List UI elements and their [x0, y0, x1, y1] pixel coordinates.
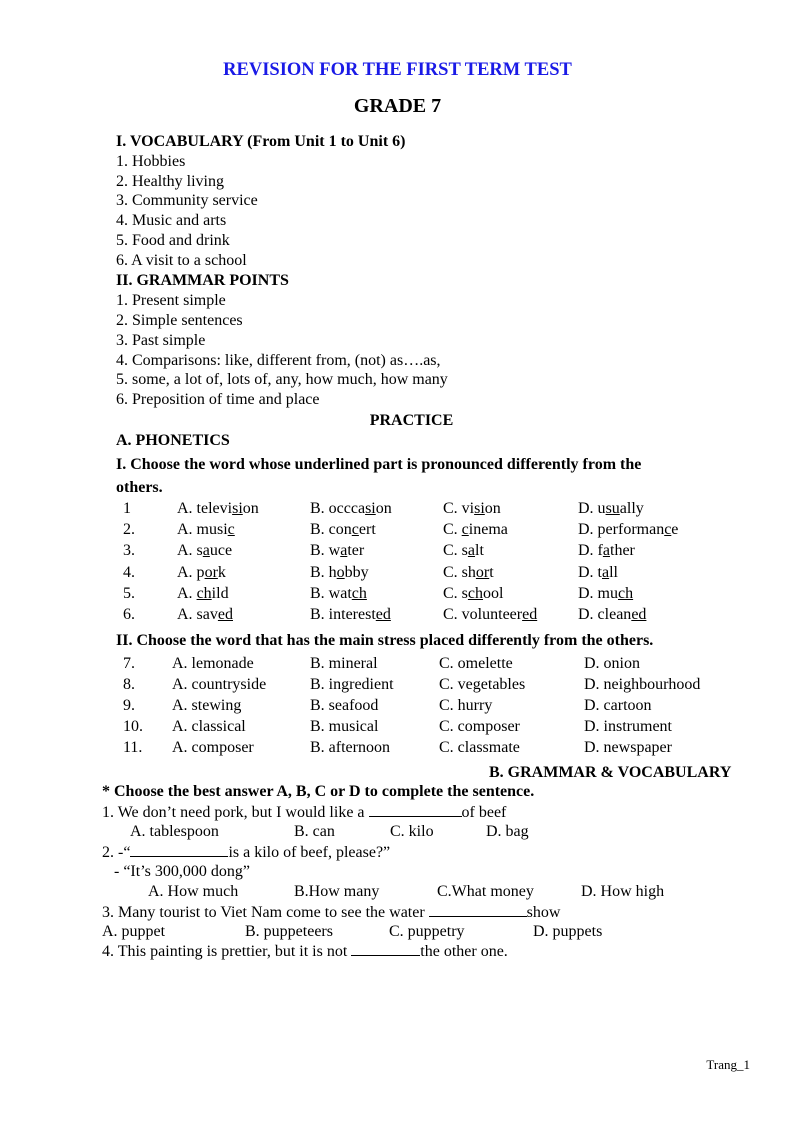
word-part: A. s — [177, 542, 203, 559]
underlined-part: or — [475, 564, 490, 581]
vocab-item: 2. Healthy living — [116, 173, 224, 190]
underlined-part: a — [340, 542, 348, 559]
underlined-part: a — [602, 564, 610, 581]
word-part: B. interest — [310, 606, 376, 623]
document-title: REVISION FOR THE FIRST TERM TEST — [223, 60, 572, 80]
word-part: ally — [619, 500, 644, 517]
q1-option-c: C. kilo — [390, 823, 434, 840]
word-part: D. t — [578, 564, 602, 581]
vocab-item: 6. A visit to a school — [116, 252, 247, 269]
option-a: A. lemonade — [172, 655, 254, 672]
question-text: show — [526, 904, 561, 921]
question-number: 3. — [123, 542, 135, 559]
underlined-part: o — [336, 564, 345, 581]
word-part: A. — [177, 585, 197, 602]
vocab-item: 1. Hobbies — [116, 153, 186, 170]
word-part: C. sh — [443, 564, 476, 581]
option-d: D. cartoon — [584, 697, 652, 714]
option-b — [310, 584, 367, 604]
underlined-part: a — [602, 542, 610, 559]
underlined-part: a — [202, 542, 210, 559]
option-c — [443, 541, 484, 561]
word-part: A. televi — [177, 500, 233, 517]
practice-heading: PRACTICE — [369, 412, 454, 429]
word-part: ert — [358, 521, 376, 538]
phonetics-heading: A. PHONETICS — [116, 432, 230, 449]
option-b — [310, 541, 364, 561]
underlined-part: ch — [196, 585, 212, 602]
question-text: 4. This painting is prettier, but it is not — [102, 943, 352, 960]
question-text: of beef — [461, 804, 507, 821]
vocab-item: 3. Community service — [116, 192, 258, 209]
word-part: D. clean — [578, 606, 632, 623]
word-part: C. volunteer — [443, 606, 523, 623]
question-number: 6. — [123, 606, 135, 623]
option-a: A. stewing — [172, 697, 242, 714]
question-3 — [102, 902, 560, 923]
word-part: C. vi — [443, 500, 475, 517]
option-d — [578, 541, 635, 561]
question-number: 9. — [123, 697, 135, 714]
page-number: Trang_1 — [706, 1057, 750, 1072]
underlined-part: c — [227, 521, 235, 538]
option-a — [177, 499, 259, 519]
option-b: B. musical — [310, 718, 379, 735]
word-part: t — [489, 564, 494, 581]
underlined-part: ch — [467, 585, 484, 602]
underlined-part: c — [461, 521, 469, 538]
question-number: 7. — [123, 655, 135, 672]
answer-blank — [429, 902, 527, 917]
option-c — [443, 520, 508, 540]
grammar-item: 2. Simple sentences — [116, 312, 243, 329]
word-part: D. performan — [578, 521, 665, 538]
underlined-part: c — [664, 521, 672, 538]
question-number: 1 — [123, 500, 131, 517]
question-number: 2. — [123, 521, 135, 538]
underlined-part: or — [204, 564, 218, 581]
option-d: D. newspaper — [584, 739, 672, 756]
option-c: C. omelette — [439, 655, 513, 672]
q3-option-d: D. puppets — [533, 923, 603, 940]
question-text: 3. Many tourist to Viet Nam come to see the water — [102, 904, 429, 921]
word-part: ther — [610, 542, 635, 559]
question-1 — [102, 802, 506, 823]
underlined-part: si — [474, 500, 485, 517]
word-part: A. sav — [177, 606, 218, 623]
word-part: B. wat — [310, 585, 352, 602]
option-d — [578, 520, 678, 540]
phonetics-instruction: I. Choose the word whose underlined part is pronounced differently from the — [116, 456, 642, 473]
grammar-item: 6. Preposition of time and place — [116, 391, 320, 408]
question-text: 2. -“ — [102, 844, 131, 861]
grammar-vocab-instruction: * Choose the best answer A, B, C or D to complete the sentence. — [102, 783, 535, 800]
word-part: e — [671, 521, 679, 538]
word-part: D. mu — [578, 585, 618, 602]
option-d — [578, 605, 646, 625]
word-part: lt — [475, 542, 484, 559]
option-a: A. countryside — [172, 676, 267, 693]
grammar-item: 1. Present simple — [116, 292, 226, 309]
option-c: C. classmate — [439, 739, 520, 756]
question-text: is a kilo of beef, please?” — [228, 844, 391, 861]
word-part: ool — [483, 585, 504, 602]
underlined-part: su — [605, 500, 620, 517]
option-b — [310, 499, 392, 519]
word-part: on — [375, 500, 392, 517]
option-a — [177, 605, 233, 625]
question-number: 4. — [123, 564, 135, 581]
option-a: A. classical — [172, 718, 246, 735]
option-b: B. ingredient — [310, 676, 394, 693]
word-part: A. p — [177, 564, 205, 581]
q3-option-a: A. puppet — [102, 923, 166, 940]
word-part: C. s — [443, 585, 468, 602]
option-b: B. seafood — [310, 697, 379, 714]
word-part: inema — [468, 521, 508, 538]
q2-option-c: C.What money — [437, 883, 534, 900]
option-c: C. vegetables — [439, 676, 526, 693]
q2-option-d: D. How high — [581, 883, 665, 900]
q1-option-a: A. tablespoon — [130, 823, 219, 840]
answer-blank — [351, 941, 420, 956]
grammar-item: 5. some, a lot of, lots of, any, how much, how many — [116, 371, 448, 388]
underlined-part: ed — [522, 606, 538, 623]
option-c — [443, 563, 494, 583]
question-number: 10. — [123, 718, 143, 735]
word-part: D. u — [578, 500, 606, 517]
word-part: bby — [344, 564, 369, 581]
question-4 — [102, 941, 508, 962]
grammar-item: 4. Comparisons: like, different from, (not) as….as, — [116, 352, 441, 369]
word-part: D. f — [578, 542, 603, 559]
question-text: the other one. — [420, 943, 508, 960]
option-a — [177, 584, 229, 604]
word-part: C. — [443, 521, 462, 538]
word-part: ild — [211, 585, 229, 602]
underlined-part: si — [232, 500, 243, 517]
word-part: on — [242, 500, 259, 517]
grammar-vocab-heading: B. GRAMMAR & VOCABULARY — [489, 764, 732, 781]
vocab-item: 4. Music and arts — [116, 212, 227, 229]
q1-option-d: D. bag — [486, 823, 529, 840]
answer-blank — [369, 802, 462, 817]
word-part: B. h — [310, 564, 337, 581]
grammar-item: 3. Past simple — [116, 332, 206, 349]
option-d: D. neighbourhood — [584, 676, 701, 693]
option-d — [578, 563, 618, 583]
word-part: B. w — [310, 542, 341, 559]
option-a — [177, 541, 232, 561]
question-number: 11. — [123, 739, 143, 756]
option-b: B. afternoon — [310, 739, 390, 756]
grammar-heading: II. GRAMMAR POINTS — [116, 272, 289, 289]
word-part: ter — [347, 542, 365, 559]
question-number: 5. — [123, 585, 135, 602]
grade-heading: GRADE 7 — [353, 95, 442, 117]
word-part: B. occca — [310, 500, 366, 517]
underlined-part: ch — [351, 585, 367, 602]
option-b: B. mineral — [310, 655, 378, 672]
underlined-part: a — [467, 542, 476, 559]
underlined-part: ed — [631, 606, 647, 623]
word-part: C. s — [443, 542, 468, 559]
q2-reply: - “It’s 300,000 dong” — [114, 863, 250, 880]
option-d — [578, 499, 644, 519]
q2-option-b: B.How many — [294, 883, 380, 900]
option-a: A. composer — [172, 739, 254, 756]
q2-option-a: A. How much — [148, 883, 239, 900]
word-part: uce — [209, 542, 233, 559]
question-2 — [102, 842, 390, 863]
underlined-part: si — [365, 500, 376, 517]
question-number: 8. — [123, 676, 135, 693]
underlined-part: ed — [375, 606, 391, 623]
word-part: ll — [609, 564, 618, 581]
stress-instruction: II. Choose the word that has the main stress placed differently from the others. — [116, 632, 654, 649]
vocab-heading: I. VOCABULARY (From Unit 1 to Unit 6) — [116, 133, 406, 150]
option-b — [310, 563, 369, 583]
option-c: C. composer — [439, 718, 520, 735]
q1-option-b: B. can — [294, 823, 335, 840]
underlined-part: ch — [618, 585, 634, 602]
underlined-part: c — [351, 521, 359, 538]
word-part: B. con — [310, 521, 352, 538]
option-b — [310, 520, 376, 540]
word-part: on — [484, 500, 501, 517]
word-part: A. musi — [177, 521, 228, 538]
q3-option-c: C. puppetry — [389, 923, 465, 940]
option-c — [443, 584, 503, 604]
underlined-part: ed — [217, 606, 233, 623]
option-d: D. instrument — [584, 718, 672, 735]
answer-blank — [130, 842, 228, 857]
q3-option-b: B. puppeteers — [245, 923, 333, 940]
option-d: D. onion — [584, 655, 640, 672]
option-c — [443, 605, 537, 625]
question-text: 1. We don’t need pork, but I would like a — [102, 804, 369, 821]
option-d — [578, 584, 633, 604]
word-part: k — [217, 564, 226, 581]
option-b — [310, 605, 391, 625]
phonetics-instruction-cont: others. — [116, 479, 163, 496]
option-a — [177, 520, 235, 540]
option-a — [177, 563, 226, 583]
option-c: C. hurry — [439, 697, 493, 714]
option-c — [443, 499, 501, 519]
vocab-item: 5. Food and drink — [116, 232, 230, 249]
